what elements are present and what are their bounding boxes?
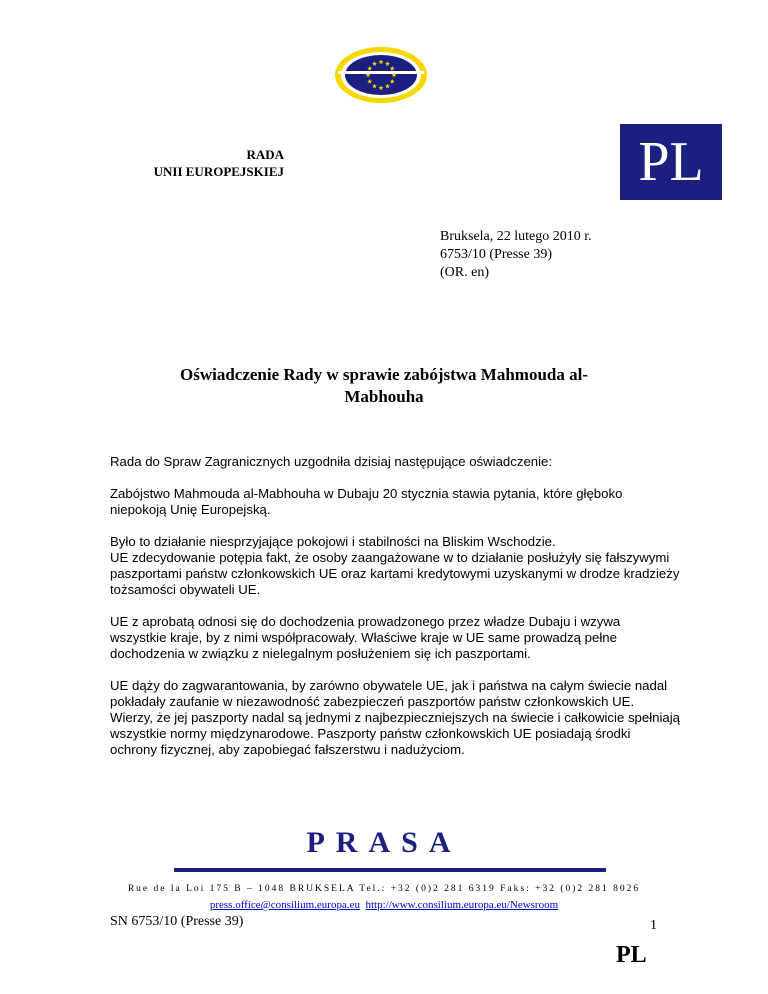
- contact-address: Rue de la Loi 175 B – 1048 BRUKSELA Tel.: +32 (0)2 281 6319 Faks: +32 (0)2 281 8026: [127, 884, 641, 894]
- intro-paragraph: Rada do Spraw Zagranicznych uzgodniła dzisiaj następujące oświadczenie:: [110, 454, 553, 469]
- page-number: 1: [650, 918, 657, 933]
- footer-reference: SN 6753/10 (Presse 39): [110, 914, 244, 929]
- document-title: [120, 364, 648, 408]
- document-ref: 6753/10 (Presse 39): [440, 247, 552, 262]
- paragraph-2-sentence-2: UE zdecydowanie potępia fakt, że osoby zaangażowane w to działanie posłużyły się fałszywymi paszportami państw członkowskich UE oraz kartami kredytowymi uzyskanymi w drodze kradzieży tożsamości obywateli UE.: [110, 550, 680, 597]
- council-line-1: RADA: [246, 147, 284, 162]
- email-link[interactable]: press.office@consilium.europa.eu: [209, 899, 360, 911]
- title-line-2: Mabhouha: [344, 387, 424, 406]
- council-name: [118, 146, 284, 180]
- newsroom-link[interactable]: http://www.consilium.europa.eu/Newsroom: [365, 899, 559, 911]
- council-line-2: UNII EUROPEJSKIEJ: [153, 164, 284, 179]
- eu-council-logo-icon: [334, 46, 428, 104]
- press-divider: [174, 868, 606, 872]
- paragraph-1: Zabójstwo Mahmouda al-Mabhouha w Dubaju 20 stycznia stawia pytania, które głęboko niepokoją Unię Europejską.: [110, 486, 623, 517]
- footer-language-code: PL: [616, 942, 647, 968]
- press-heading: PRASA: [306, 826, 462, 859]
- paragraph-2-sentence-1: Było to działanie niesprzyjające pokojowi i stabilności na Bliskim Wschodzie.: [110, 534, 556, 549]
- document-meta: [440, 228, 592, 282]
- title-line-1: Oświadczenie Rady w sprawie zabójstwa Mahmouda al-: [180, 365, 588, 384]
- place-date: Bruksela, 22 lutego 2010 r.: [440, 229, 592, 244]
- language-badge: PL: [620, 124, 722, 200]
- paragraph-4: UE dąży do zagwarantowania, by zarówno obywatele UE, jak i państwa na całym świecie nadal pokładały zaufanie w niezawodność zabezpieczeń paszportów państw członkowskich UE. Wierzy, że jej paszporty nadal są jednymi z najbezpieczniejszych na świecie i całkowicie spełniają wszystkie normy międzynarodowe. Paszporty państw członkowskich UE posiadają środki ochrony fizycznej, aby zapobiegać fałszerstwu i nadużyciom.: [110, 678, 681, 757]
- paragraph-2: [110, 534, 680, 598]
- contact-links: [0, 899, 768, 911]
- statement-body: [110, 454, 680, 774]
- paragraph-3: UE z aprobatą odnosi się do dochodzenia prowadzonego przez władze Dubaju i wzywa wszystkie kraje, by z nimi współpracowały. Właściwe kraje w UE same prowadzą pełne dochodzenia w związku z nielegalnym posłużeniem się ich paszportami.: [110, 614, 621, 661]
- original-language: (OR. en): [440, 265, 489, 280]
